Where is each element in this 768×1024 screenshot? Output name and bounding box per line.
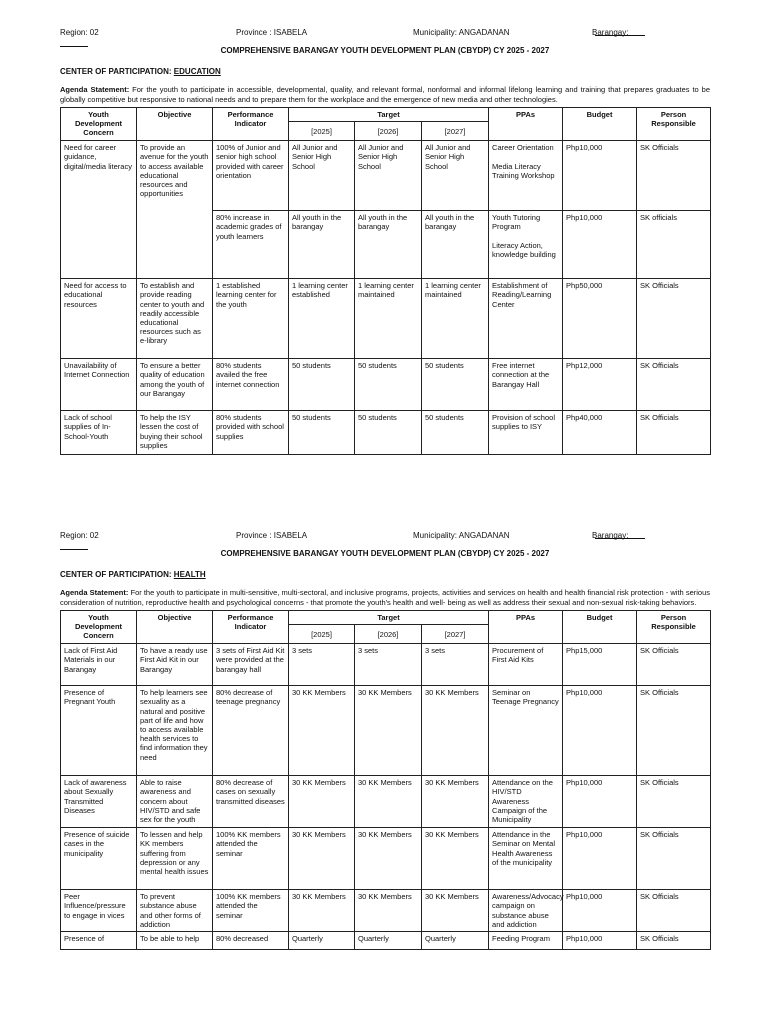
cell-target-2025: 30 KK Members <box>289 776 355 828</box>
cell-concern: Presence of Pregnant Youth <box>61 686 137 776</box>
agenda-text: For the youth to participate in multi-sensitive, multi-sectoral, and inclusive programs, projects, activities and services on health and health financial risk protection - with serious consideration of nutrition, reproductive health and psychological concerns - that promote the youth's health and well- being as well as address their sexual and non-sexual risk-taking behaviors. <box>60 588 710 607</box>
cell-person: SK Officials <box>637 890 711 932</box>
cell-ppas: Youth Tutoring Program Literacy Action, knowledge building <box>489 211 563 279</box>
table-header-row <box>61 611 711 625</box>
col-header-ppas: PPAs <box>489 108 563 141</box>
center-topic: EDUCATION <box>173 67 221 76</box>
center-of-participation <box>60 570 710 582</box>
cell-ppas: Provision of school supplies to ISY <box>489 411 563 455</box>
cell-indicator: 80% decreased <box>213 932 289 950</box>
plan-table <box>60 610 711 950</box>
cell-person: SK Officials <box>637 359 711 411</box>
col-header-indicator: Performance Indicator <box>213 108 289 141</box>
cell-concern: Presence of suicide cases in the municipality <box>61 828 137 890</box>
cell-objective: To provide an avenue for the youth to access available educational resources and opportunities <box>137 141 213 279</box>
cell-ppas: Attendance in the Seminar on Mental Health Awareness of the municipality <box>489 828 563 890</box>
cell-ppas: Feeding Program <box>489 932 563 950</box>
barangay-label: Barangay: <box>592 28 629 37</box>
cell-target-2026: 3 sets <box>355 644 422 686</box>
table-row <box>61 686 711 776</box>
cell-target-2027: 30 KK Members <box>422 828 489 890</box>
cell-concern: Lack of awareness about Sexually Transmitted Diseases <box>61 776 137 828</box>
municipality-label: Municipality: ANGADANAN <box>413 531 510 540</box>
table-row <box>61 279 711 359</box>
province-label: Province : ISABELA <box>236 531 308 540</box>
col-header-person: Person Responsible <box>637 108 711 141</box>
cell-person: SK Officials <box>637 141 711 211</box>
cell-ppas: Establishment of Reading/Learning Center <box>489 279 563 359</box>
cell-budget: Php40,000 <box>563 411 637 455</box>
barangay-blank-line <box>595 28 645 36</box>
cell-target-2025: 30 KK Members <box>289 890 355 932</box>
cell-target-2027: 3 sets <box>422 644 489 686</box>
cell-person: SK Officials <box>637 828 711 890</box>
agenda-statement <box>60 588 710 607</box>
cell-indicator: 100% KK members attended the seminar <box>213 828 289 890</box>
col-header-objective: Objective <box>137 611 213 644</box>
cell-target-2027: Quarterly <box>422 932 489 950</box>
plan-section-education <box>60 28 710 455</box>
cell-concern: Lack of First Aid Materials in our Barangay <box>61 644 137 686</box>
cell-target-2025: 30 KK Members <box>289 828 355 890</box>
table-row <box>61 644 711 686</box>
document-header <box>60 28 710 40</box>
cell-budget: Php12,000 <box>563 359 637 411</box>
col-header-objective: Objective <box>137 108 213 141</box>
cell-target-2025: Quarterly <box>289 932 355 950</box>
col-header-concern: Youth Development Concern <box>61 611 137 644</box>
col-header-year-2026: [2026] <box>355 625 422 644</box>
cell-objective: To help the ISY lessen the cost of buying their school supplies <box>137 411 213 455</box>
cell-objective: To have a ready use First Aid Kit in our Barangay <box>137 644 213 686</box>
cell-concern: Peer Influence/pressure to engage in vices <box>61 890 137 932</box>
cell-target-2027: All Junior and Senior High School <box>422 141 489 211</box>
cell-indicator: 1 established learning center for the youth <box>213 279 289 359</box>
cell-indicator: 100% KK members attended the seminar <box>213 890 289 932</box>
province-label: Province : ISABELA <box>236 28 308 37</box>
barangay-label: Barangay: <box>592 531 629 540</box>
cell-target-2025: All youth in the barangay <box>289 211 355 279</box>
cell-indicator: 3 sets of First Aid Kit were provided at the barangay hall <box>213 644 289 686</box>
cell-target-2025: 30 KK Members <box>289 686 355 776</box>
cell-concern: Need for career guidance, digital/media literacy <box>61 141 137 279</box>
cell-indicator: 80% decrease of teenage pregnancy <box>213 686 289 776</box>
col-header-indicator: Performance Indicator <box>213 611 289 644</box>
region-label: Region: 02 <box>60 531 99 540</box>
plan-title: COMPREHENSIVE BARANGAY YOUTH DEVELOPMENT PLAN (CBYDP) CY 2025 - 2027 <box>220 549 550 558</box>
agenda-text: For the youth to participate in accessible, developmental, quality, and relevant formal, nonformal and informal lifelong learning and training that prepares graduates to be globally competitive but responsive to national needs and to prepare them for the workplace and the emergence of new media and other technologies. <box>60 85 710 104</box>
cell-budget: Php10,000 <box>563 828 637 890</box>
cell-ppas: Procurement of First Aid Kits <box>489 644 563 686</box>
cell-target-2027: 30 KK Members <box>422 776 489 828</box>
plan-title: COMPREHENSIVE BARANGAY YOUTH DEVELOPMENT PLAN (CBYDP) CY 2025 - 2027 <box>220 46 550 55</box>
cell-indicator: 80% increase in academic grades of youth learners <box>213 211 289 279</box>
cell-objective: To ensure a better quality of education among the youth of our Barangay <box>137 359 213 411</box>
cell-person: SK Officials <box>637 279 711 359</box>
table-row <box>61 411 711 455</box>
cell-target-2025: 50 students <box>289 359 355 411</box>
barangay-blank-line <box>595 531 645 539</box>
table-row <box>61 890 711 932</box>
cell-ppas: Seminar on Teenage Pregnancy <box>489 686 563 776</box>
cell-objective: To establish and provide reading center to youth and readily accessible educational resources such as e-library <box>137 279 213 359</box>
cell-indicator: 80% students provided with school supplies <box>213 411 289 455</box>
col-header-year-2026: [2026] <box>355 122 422 141</box>
cell-ppas: Attendance on the HIV/STD Awareness Campaign of the Municipality <box>489 776 563 828</box>
center-label: CENTER OF PARTICIPATION: <box>60 570 172 579</box>
cell-target-2027: 50 students <box>422 411 489 455</box>
col-header-year-2027: [2027] <box>422 122 489 141</box>
cell-person: SK officials <box>637 211 711 279</box>
cell-objective: Able to raise awareness and concern about HIV/STD and safe sex for the youth <box>137 776 213 828</box>
cell-target-2027: 30 KK Members <box>422 890 489 932</box>
cell-budget: Php10,000 <box>563 776 637 828</box>
col-header-budget: Budget <box>563 611 637 644</box>
cell-objective: To help learners see sexuality as a natural and positive part of life and how to access available health services to find information they need <box>137 686 213 776</box>
cell-concern: Unavailability of Internet Connection <box>61 359 137 411</box>
cell-target-2025: All Junior and Senior High School <box>289 141 355 211</box>
col-header-budget: Budget <box>563 108 637 141</box>
cell-budget: Php10,000 <box>563 890 637 932</box>
table-row <box>61 141 711 211</box>
cell-target-2026: All youth in the barangay <box>355 211 422 279</box>
col-header-concern: Youth Development Concern <box>61 108 137 141</box>
cell-person: SK Officials <box>637 776 711 828</box>
cell-ppas: Career Orientation Media Literacy Training Workshop <box>489 141 563 211</box>
col-header-ppas: PPAs <box>489 611 563 644</box>
cell-target-2026: 30 KK Members <box>355 828 422 890</box>
plan-table <box>60 107 711 455</box>
col-header-person: Person Responsible <box>637 611 711 644</box>
cell-concern: Presence of <box>61 932 137 950</box>
col-header-year-2025: [2025] <box>289 625 355 644</box>
cell-objective: To be able to help <box>137 932 213 950</box>
cell-budget: Php10,000 <box>563 211 637 279</box>
cell-concern: Need for access to educational resources <box>61 279 137 359</box>
cell-concern: Lack of school supplies of In-School-Youth <box>61 411 137 455</box>
cell-target-2027: 30 KK Members <box>422 686 489 776</box>
table-header-row <box>61 108 711 122</box>
agenda-label: Agenda Statement: <box>60 85 130 94</box>
col-header-target: Target <box>289 611 489 625</box>
cell-indicator: 80% students availed the free internet connection <box>213 359 289 411</box>
agenda-label: Agenda Statement: <box>60 588 129 597</box>
plan-section-health <box>60 531 710 950</box>
center-topic: HEALTH <box>173 570 206 579</box>
cell-target-2025: 1 learning center established <box>289 279 355 359</box>
cell-target-2027: 50 students <box>422 359 489 411</box>
cell-target-2026: All Junior and Senior High School <box>355 141 422 211</box>
cell-budget: Php10,000 <box>563 686 637 776</box>
document-header <box>60 531 710 543</box>
col-header-year-2027: [2027] <box>422 625 489 644</box>
table-row <box>61 776 711 828</box>
cell-person: SK Officials <box>637 932 711 950</box>
municipality-label: Municipality: ANGADANAN <box>413 28 510 37</box>
region-label: Region: 02 <box>60 28 99 37</box>
header-underline <box>60 46 88 47</box>
cell-objective: To prevent substance abuse and other forms of addiction <box>137 890 213 932</box>
agenda-statement <box>60 85 710 104</box>
col-header-target: Target <box>289 108 489 122</box>
cell-ppas: Awareness/Advocacy campaign on substance abuse and addiction <box>489 890 563 932</box>
cell-ppas: Free internet connection at the Barangay Hall <box>489 359 563 411</box>
cell-budget: Php10,000 <box>563 141 637 211</box>
table-row <box>61 359 711 411</box>
cell-budget: Php50,000 <box>563 279 637 359</box>
cell-budget: Php15,000 <box>563 644 637 686</box>
cell-target-2027: 1 learning center maintained <box>422 279 489 359</box>
cell-target-2026: 50 students <box>355 359 422 411</box>
cell-target-2025: 50 students <box>289 411 355 455</box>
cell-target-2026: Quarterly <box>355 932 422 950</box>
cell-target-2026: 30 KK Members <box>355 686 422 776</box>
cell-target-2026: 50 students <box>355 411 422 455</box>
cell-person: SK Officials <box>637 686 711 776</box>
center-label: CENTER OF PARTICIPATION: <box>60 67 172 76</box>
table-row <box>61 828 711 890</box>
cell-indicator: 100% of Junior and senior high school provided with career orientation <box>213 141 289 211</box>
cell-person: SK Officials <box>637 411 711 455</box>
cell-target-2026: 30 KK Members <box>355 776 422 828</box>
cell-target-2025: 3 sets <box>289 644 355 686</box>
cell-target-2026: 1 learning center maintained <box>355 279 422 359</box>
cell-indicator: 80% decrease of cases on sexually transmitted diseases <box>213 776 289 828</box>
cell-target-2027: All youth in the barangay <box>422 211 489 279</box>
cell-person: SK Officials <box>637 644 711 686</box>
cell-target-2026: 30 KK Members <box>355 890 422 932</box>
header-underline <box>60 549 88 550</box>
center-of-participation <box>60 67 710 79</box>
table-row <box>61 932 711 950</box>
cell-budget: Php10,000 <box>563 932 637 950</box>
col-header-year-2025: [2025] <box>289 122 355 141</box>
cell-objective: To lessen and help KK members suffering from depression or any mental health issues <box>137 828 213 890</box>
